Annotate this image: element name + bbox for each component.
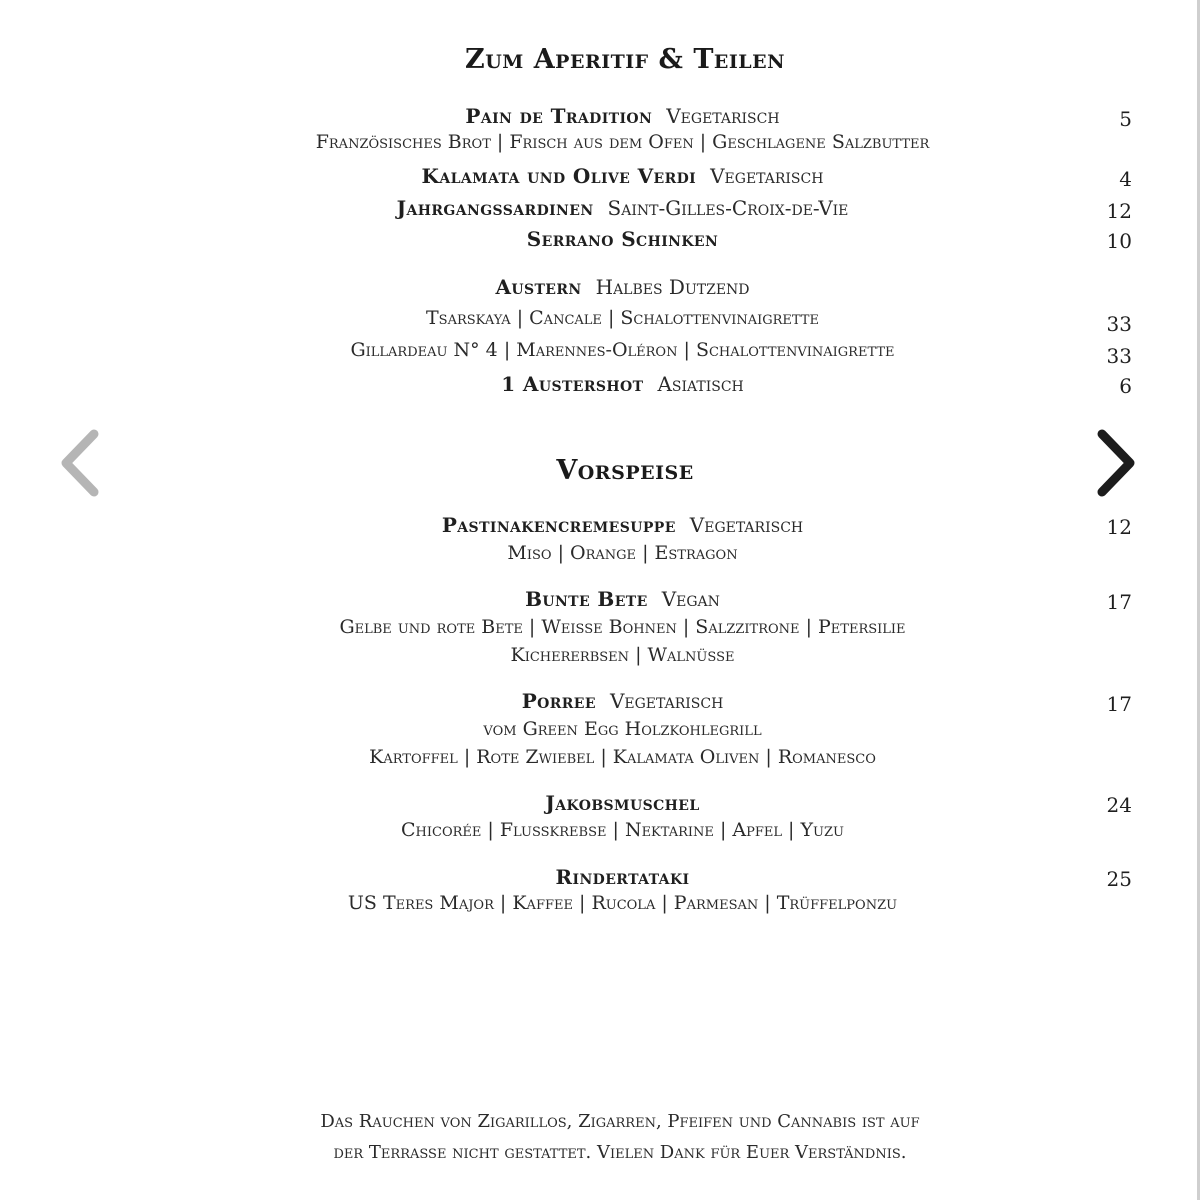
item-price: 12 — [1106, 515, 1132, 539]
item-description: Französisches Brot | Frisch aus dem Ofen | Geschlagene Salzbutter — [315, 131, 930, 153]
item-price: 5 — [1119, 107, 1132, 131]
item-name: Bunte Bete — [525, 587, 648, 611]
next-page-button[interactable] — [1088, 418, 1148, 508]
item-tag: Vegan — [661, 587, 720, 611]
item-tag: Halbes Dutzend — [595, 275, 750, 299]
item-tag: Vegetarisch — [609, 689, 724, 713]
item-price: 12 — [1106, 199, 1132, 223]
item-price: 33 — [1106, 312, 1132, 336]
menu-item-kalamata — [0, 164, 1200, 188]
item-tag: Asiatisch — [657, 372, 744, 396]
item-description: US Teres Major | Kaffee | Rucola | Parmesan | Trüffelponzu — [347, 892, 898, 914]
item-description: Gelbe und rote Bete | Weisse Bohnen | Salzzitrone | Petersilie — [339, 616, 906, 638]
menu-item-pastinakencremesuppe — [0, 513, 1200, 537]
chevron-right-icon — [1088, 418, 1148, 508]
section-title-aperitif: Zum Aperitif & Teilen — [465, 44, 785, 75]
oyster-variety-1: Tsarskaya | Cancale | Schalottenvinaigrette — [426, 307, 819, 329]
item-description: Kartoffel | Rote Zwiebel | Kalamata Oliven | Romanesco — [369, 746, 876, 768]
previous-page-button[interactable] — [52, 418, 112, 508]
item-price: 4 — [1119, 167, 1132, 191]
menu-item-bunte-bete — [0, 587, 1200, 611]
item-price: 17 — [1106, 590, 1132, 614]
item-price: 24 — [1106, 793, 1132, 817]
item-price: 25 — [1106, 867, 1132, 891]
menu-item-jakobsmuschel — [0, 791, 1200, 815]
menu-item-porree — [0, 689, 1200, 713]
menu-item-serrano — [0, 227, 1200, 251]
item-name: 1 Austershot — [501, 372, 644, 396]
item-description: Kichererbsen | Walnüsse — [510, 644, 735, 666]
oyster-variety-2: Gillardeau N° 4 | Marennes-Oléron | Schalottenvinaigrette — [350, 339, 895, 361]
item-name: Porree — [521, 689, 596, 713]
menu-item-jahrgangssardinen — [0, 196, 1200, 220]
smoking-notice-line-2: der Terrasse nicht gestattet. Vielen Dank für Euer Verständnis. — [333, 1142, 907, 1163]
item-name: Rindertataki — [555, 865, 690, 889]
item-name: Kalamata und Olive Verdi — [421, 164, 697, 188]
item-price: 17 — [1106, 692, 1132, 716]
menu-item-pain-de-tradition — [0, 104, 1200, 128]
item-price: 10 — [1106, 229, 1132, 253]
item-tag: Vegetarisch — [689, 513, 804, 537]
menu-item-austershot — [0, 372, 1200, 396]
item-tag: Vegetarisch — [666, 104, 780, 128]
item-description: vom Green Egg Holzkohlegrill — [483, 718, 762, 740]
item-name: Jakobsmuschel — [545, 791, 700, 815]
smoking-notice-line-1: Das Rauchen von Zigarillos, Zigarren, Pfeifen und Cannabis ist auf — [320, 1111, 920, 1132]
item-description: Chicorée | Flusskrebse | Nektarine | Apfel | Yuzu — [401, 819, 844, 841]
chevron-left-icon — [52, 418, 112, 508]
section-title-vorspeise: Vorspeise — [556, 455, 694, 486]
item-name: Jahrgangssardinen — [396, 196, 594, 220]
item-description: Miso | Orange | Estragon — [507, 542, 738, 564]
menu-item-austern — [0, 275, 1200, 299]
menu-item-rindertataki — [0, 865, 1200, 889]
item-price: 33 — [1106, 344, 1132, 368]
item-name: Austern — [495, 275, 582, 299]
item-price: 6 — [1119, 374, 1132, 398]
item-name: Serrano Schinken — [526, 227, 719, 251]
item-tag: Saint-Gilles-Croix-de-Vie — [607, 196, 849, 220]
item-name: Pain de Tradition — [465, 104, 653, 128]
item-tag: Vegetarisch — [710, 164, 824, 188]
item-name: Pastinakencremesuppe — [441, 513, 676, 537]
